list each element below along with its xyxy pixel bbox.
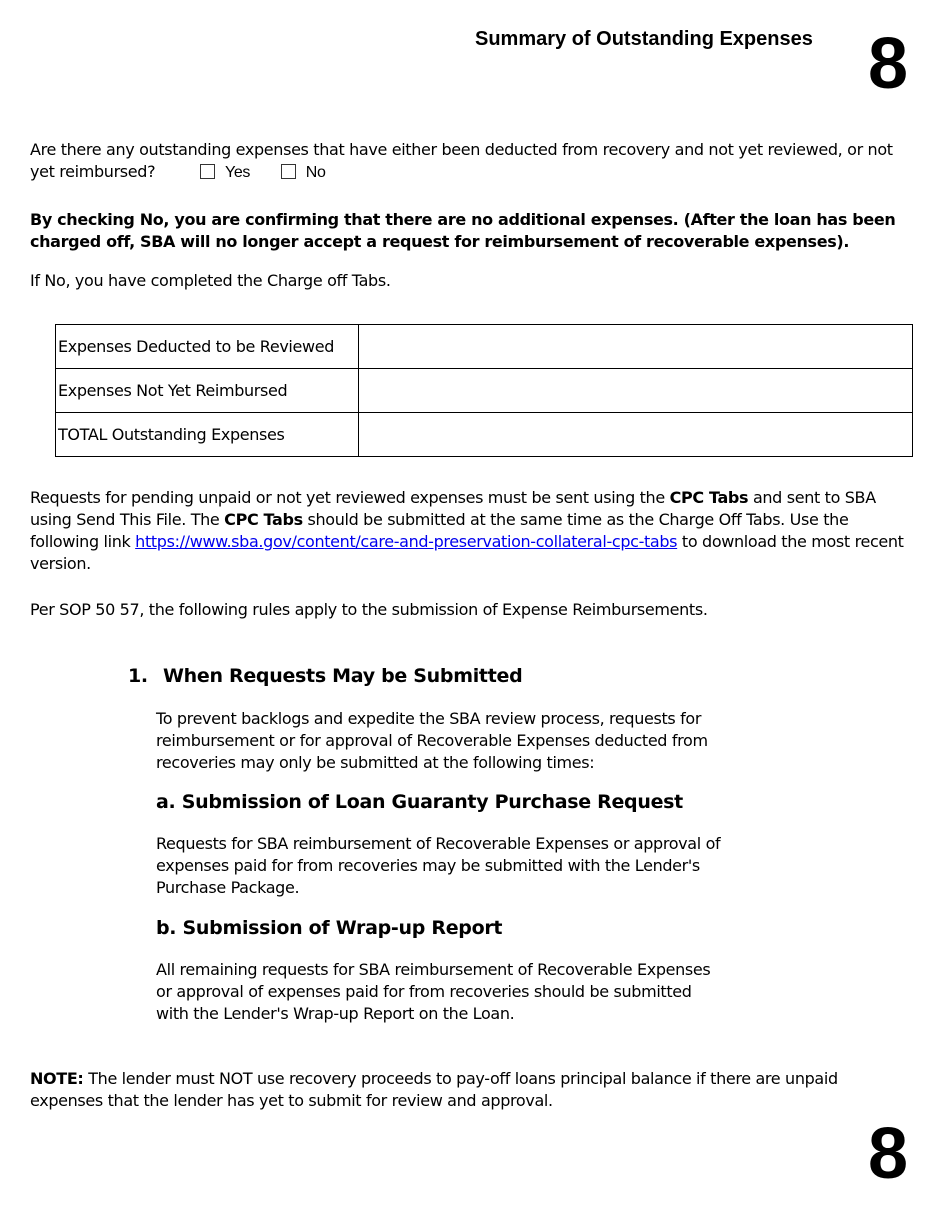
per-sop-text: Per SOP 50 57, the following rules apply to the submission of Expense Reimbursements. [30, 600, 708, 619]
total-outstanding-value[interactable] [359, 413, 913, 457]
cpc-tabs-link[interactable]: https://www.sba.gov/content/care-and-preservation-collateral-cpc-tabs [135, 532, 678, 551]
subsection-b-text: All remaining requests for SBA reimbursement of Recoverable Expenses or approval of expenses paid for from recoveries should be submitted with the Lender's Wrap-up Report on the Loan. [156, 960, 711, 1023]
row-label: Expenses Not Yet Reimbursed [56, 369, 359, 413]
outstanding-expenses-question [30, 139, 920, 184]
no-label: No [305, 164, 326, 181]
no-checkbox[interactable] [281, 164, 296, 179]
no-option[interactable] [281, 162, 326, 184]
table-row [56, 369, 913, 413]
yes-no-group [200, 161, 352, 184]
row-label: Expenses Deducted to be Reviewed [56, 325, 359, 369]
section-title: When Requests May be Submitted [163, 665, 523, 687]
note-text: The lender must NOT use recovery proceeds to pay-off loans principal balance if there are unpaid expenses that the lender has yet to submit for review and approval. [30, 1069, 838, 1110]
cpc-tabs-bold-1: CPC Tabs [669, 488, 749, 507]
expenses-not-reimbursed-value[interactable] [359, 369, 913, 413]
requests-paragraph [30, 487, 920, 575]
yes-option[interactable] [200, 162, 250, 184]
section-intro: To prevent backlogs and expedite the SBA review process, requests for reimbursement or for approval of Recoverable Expenses deducted from recoveries may only be submitted at the following times: [156, 709, 708, 772]
expense-table [55, 324, 913, 457]
confirmation-notice: By checking No, you are confirming that there are no additional expenses. (After the loan has been charged off, SBA will no longer accept a request for reimbursement of recoverable expenses). [30, 210, 896, 251]
note-label: NOTE: [30, 1069, 84, 1088]
question-text: Are there any outstanding expenses that have either been deducted from recovery and not yet reviewed, or not yet reimbursed? [30, 140, 893, 181]
expenses-deducted-value[interactable] [359, 325, 913, 369]
tab-number-top: 8 [867, 24, 908, 104]
subsection-a-text: Requests for SBA reimbursement of Recoverable Expenses or approval of expenses paid for from recoveries may be submitted with the Lender's Purchase Package. [156, 834, 721, 897]
if-no-text: If No, you have completed the Charge off Tabs. [30, 271, 391, 290]
subsection-b-heading: b. Submission of Wrap-up Report [156, 917, 503, 939]
row-label: TOTAL Outstanding Expenses [56, 413, 359, 457]
cpc-tabs-bold-2: CPC Tabs [224, 510, 303, 529]
requests-text-3: should be submitted at the same time as the Charge Off Tabs. Use the following link [30, 510, 849, 551]
section-heading [128, 665, 522, 687]
requests-text-2: and sent to SBA using Send This File. The [30, 488, 876, 529]
tab-number-bottom: 8 [867, 1114, 908, 1194]
requests-text-1: Requests for pending unpaid or not yet reviewed expenses must be sent using the [30, 488, 670, 507]
section-number: 1. [128, 665, 148, 687]
yes-checkbox[interactable] [200, 164, 215, 179]
table-row [56, 413, 913, 457]
yes-label: Yes [224, 164, 251, 181]
note-paragraph [30, 1068, 910, 1112]
page-title: Summary of Outstanding Expenses [475, 28, 813, 50]
table-row [56, 325, 913, 369]
subsection-a-heading: a. Submission of Loan Guaranty Purchase Request [156, 791, 683, 813]
requests-text-4: to download the most recent version. [30, 532, 904, 573]
